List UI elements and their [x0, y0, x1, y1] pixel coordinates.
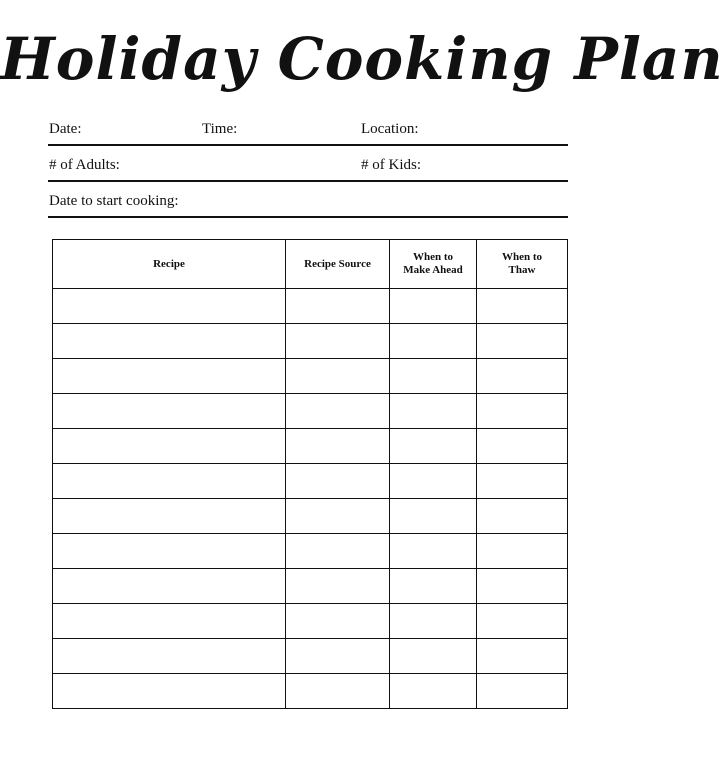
kids-field-label: # of Kids: [361, 157, 421, 173]
table-row [53, 289, 568, 324]
event-info-row [48, 116, 568, 146]
table-row [53, 569, 568, 604]
recipe-source-cell [286, 464, 390, 499]
table-row [53, 394, 568, 429]
table-row [53, 674, 568, 709]
recipe-cell [53, 429, 286, 464]
recipe-source-cell [286, 604, 390, 639]
thaw-cell [477, 429, 568, 464]
date-field-label: Date: [49, 121, 82, 137]
recipe-source-cell [286, 429, 390, 464]
table-row [53, 499, 568, 534]
table-row [53, 359, 568, 394]
make-ahead-cell [390, 499, 477, 534]
recipe-column-header: Recipe [53, 240, 286, 289]
recipe-cell [53, 464, 286, 499]
make-ahead-cell [390, 359, 477, 394]
recipe-cell [53, 604, 286, 639]
table-header-row [53, 240, 568, 289]
make-ahead-cell [390, 394, 477, 429]
make-ahead-cell [390, 534, 477, 569]
thaw-cell [477, 604, 568, 639]
table-row [53, 464, 568, 499]
make-ahead-cell [390, 604, 477, 639]
recipe-cell [53, 569, 286, 604]
thaw-cell [477, 464, 568, 499]
location-field-label: Location: [361, 121, 419, 137]
thaw-cell [477, 674, 568, 709]
guest-count-row [48, 152, 568, 182]
recipe-cell [53, 289, 286, 324]
table-row [53, 324, 568, 359]
make-ahead-cell [390, 464, 477, 499]
cooking-plan-table [52, 239, 568, 709]
recipe-source-cell [286, 674, 390, 709]
table-row [53, 429, 568, 464]
thaw-cell [477, 569, 568, 604]
thaw-cell [477, 639, 568, 674]
recipe-cell [53, 674, 286, 709]
recipe-source-cell [286, 639, 390, 674]
table-row [53, 604, 568, 639]
make-ahead-cell [390, 324, 477, 359]
recipe-cell [53, 639, 286, 674]
thaw-cell [477, 359, 568, 394]
make-ahead-cell [390, 289, 477, 324]
page-title: Holiday Cooking Plan [0, 25, 724, 93]
recipe-source-column-header: Recipe Source [286, 240, 390, 289]
thaw-cell [477, 534, 568, 569]
thaw-cell [477, 394, 568, 429]
table-body [53, 289, 568, 709]
thaw-column-header: When to Thaw [477, 240, 568, 289]
make-ahead-column-header: When to Make Ahead [390, 240, 477, 289]
thaw-cell [477, 324, 568, 359]
recipe-source-cell [286, 324, 390, 359]
recipe-source-cell [286, 499, 390, 534]
recipe-source-cell [286, 569, 390, 604]
make-ahead-cell [390, 674, 477, 709]
recipe-cell [53, 359, 286, 394]
start-cooking-row [48, 188, 568, 218]
recipe-source-cell [286, 359, 390, 394]
recipe-source-cell [286, 394, 390, 429]
adults-field-label: # of Adults: [49, 157, 120, 173]
recipe-cell [53, 499, 286, 534]
recipe-source-cell [286, 289, 390, 324]
make-ahead-cell [390, 429, 477, 464]
recipe-cell [53, 534, 286, 569]
thaw-cell [477, 289, 568, 324]
make-ahead-cell [390, 569, 477, 604]
thaw-cell [477, 499, 568, 534]
recipe-cell [53, 394, 286, 429]
table-row [53, 534, 568, 569]
time-field-label: Time: [202, 121, 238, 137]
start-cooking-field-label: Date to start cooking: [49, 193, 179, 209]
recipe-cell [53, 324, 286, 359]
recipe-source-cell [286, 534, 390, 569]
make-ahead-cell [390, 639, 477, 674]
table-row [53, 639, 568, 674]
